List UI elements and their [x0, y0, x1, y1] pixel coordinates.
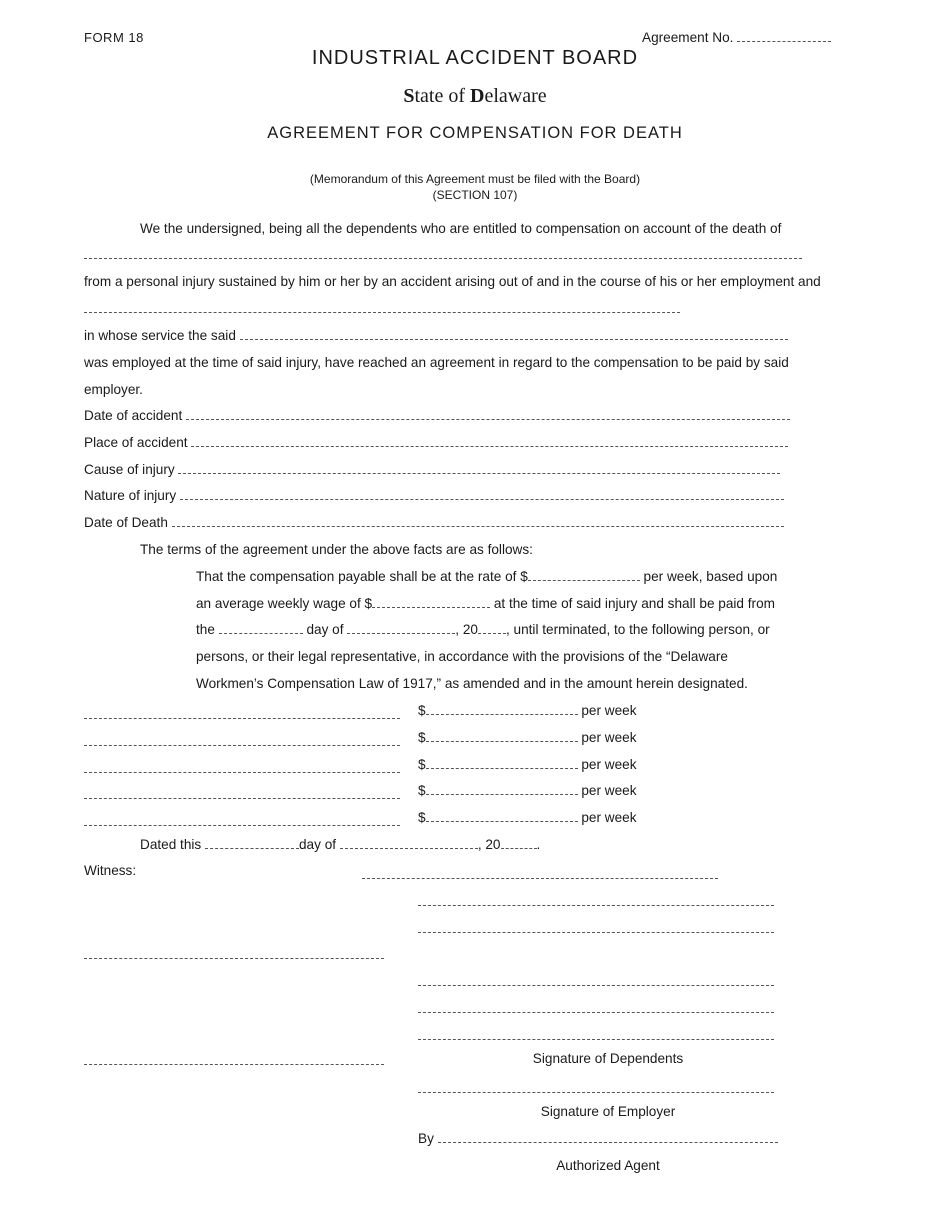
payee-name-field[interactable]: [84, 718, 400, 719]
board-title: INDUSTRIAL ACCIDENT BOARD: [311, 47, 639, 69]
signature-line-main[interactable]: [362, 878, 718, 879]
service-line: in whose service the said: [84, 327, 788, 345]
state-title: State of Delaware: [403, 85, 547, 107]
witness-signature-line[interactable]: [84, 1064, 384, 1065]
employment-field[interactable]: [84, 312, 680, 313]
dated-line: Dated this day of , 20 .: [140, 837, 541, 852]
section-note: (SECTION 107): [432, 188, 518, 202]
dated-month-field[interactable]: [340, 836, 478, 849]
start-year-field[interactable]: [478, 621, 506, 634]
dependents-caption: Signature of Dependents: [532, 1051, 684, 1066]
date-of-death-field[interactable]: [172, 514, 784, 527]
witness-label: Witness:: [84, 863, 137, 878]
payee-amount-row: $ per week: [418, 703, 637, 718]
provisions-text: persons, or their legal representative, in accordance with the provisions of the “Delaware: [196, 649, 728, 664]
agreement-no-label: Agreement No.: [642, 30, 734, 45]
agent-caption: Authorized Agent: [556, 1158, 660, 1173]
place-of-accident-field[interactable]: [191, 434, 788, 447]
dated-year-field[interactable]: [501, 836, 537, 849]
date-of-accident-field[interactable]: [186, 407, 790, 420]
witness-signature-line[interactable]: [84, 958, 384, 959]
agent-signature-field[interactable]: [438, 1130, 778, 1143]
rate-field[interactable]: [528, 568, 640, 581]
payee-amount-row: $ per week: [418, 783, 637, 798]
start-day-field[interactable]: [219, 621, 303, 634]
agent-line: By: [418, 1130, 778, 1148]
agreement-no: [642, 29, 831, 47]
employer-name-field[interactable]: [240, 327, 788, 340]
payee-amount-field[interactable]: [426, 729, 578, 742]
employer-signature-line[interactable]: [418, 1092, 774, 1093]
dependent-signature-line[interactable]: [418, 1039, 774, 1040]
cause-of-injury-row: Cause of injury: [84, 461, 780, 479]
payee-name-field[interactable]: [84, 825, 400, 826]
agreement-no-field[interactable]: [737, 29, 831, 42]
employer-caption: Signature of Employer: [540, 1104, 676, 1119]
payee-name-field[interactable]: [84, 745, 400, 746]
deceased-name-field[interactable]: [84, 258, 802, 259]
employer-text: employer.: [84, 382, 143, 397]
dependent-signature-line[interactable]: [418, 1012, 774, 1013]
dependent-signature-line[interactable]: [418, 932, 774, 933]
wage-field[interactable]: [372, 595, 490, 608]
dated-day-field[interactable]: [205, 836, 299, 849]
payee-amount-field[interactable]: [426, 809, 578, 822]
cause-of-injury-field[interactable]: [178, 461, 780, 474]
place-of-accident-row: Place of accident: [84, 434, 788, 452]
rate-line: That the compensation payable shall be at the rate of $ per week, based upon: [196, 569, 778, 584]
payee-amount-row: $ per week: [418, 757, 637, 772]
payee-amount-row: $ per week: [418, 730, 637, 745]
wage-line: an average weekly wage of $ at the time of said injury and shall be paid from: [196, 596, 775, 611]
payee-amount-row: $ per week: [418, 810, 637, 825]
memo-note: (Memorandum of this Agreement must be filed with the Board): [309, 172, 641, 186]
start-date-line: the day of , 20 , until terminated, to the following person, or: [196, 622, 770, 637]
dependent-signature-line[interactable]: [418, 905, 774, 906]
agreement-title: AGREEMENT FOR COMPENSATION FOR DEATH: [267, 124, 683, 142]
intro-text: We the undersigned, being all the dependents who are entitled to compensation on account of the death of: [140, 221, 782, 236]
date-of-death-row: Date of Death: [84, 514, 784, 532]
payee-amount-field[interactable]: [426, 782, 578, 795]
payee-name-field[interactable]: [84, 772, 400, 773]
payee-amount-field[interactable]: [426, 702, 578, 715]
nature-of-injury-row: Nature of injury: [84, 487, 784, 505]
form-number: FORM 18: [84, 30, 144, 45]
terms-intro: The terms of the agreement under the above facts are as follows:: [140, 542, 533, 557]
employed-text: was employed at the time of said injury, have reached an agreement in regard to the compensation to be paid by said: [84, 355, 789, 370]
law-text: Workmen’s Compensation Law of 1917,” as amended and in the amount herein designated.: [196, 676, 748, 691]
start-month-field[interactable]: [347, 621, 455, 634]
payee-name-field[interactable]: [84, 798, 400, 799]
dependent-signature-line[interactable]: [418, 985, 774, 986]
date-of-accident-row: Date of accident: [84, 407, 790, 425]
injury-text: from a personal injury sustained by him or her by an accident arising out of and in the course of his or her employment and: [84, 274, 821, 289]
payee-amount-field[interactable]: [426, 756, 578, 769]
nature-of-injury-field[interactable]: [180, 487, 784, 500]
